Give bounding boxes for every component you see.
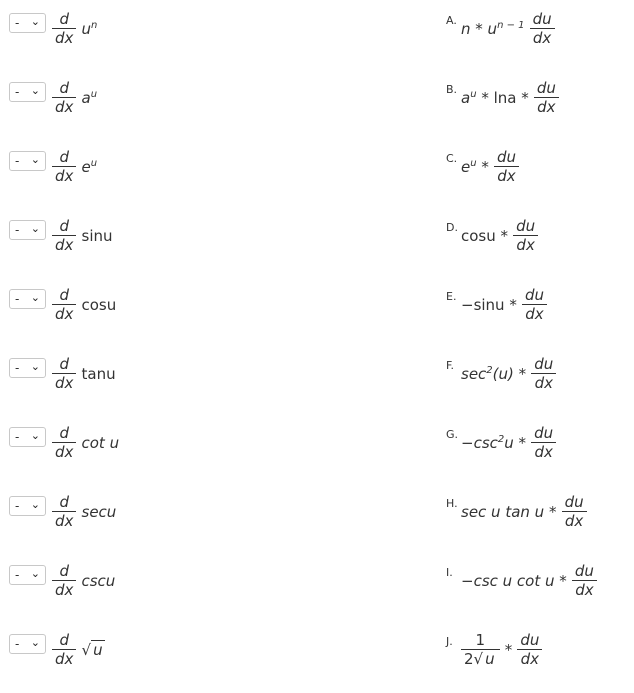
answer-select-8[interactable]: - ⌄ — [9, 496, 46, 516]
chevron-down-icon: ⌄ — [30, 498, 40, 511]
match-row-5: - ⌄ $\frac{d}{dx}$ cosu E. −sinu * $\frac{du}{dx}$ — [0, 286, 634, 342]
chevron-down-icon: ⌄ — [30, 15, 40, 28]
chevron-down-icon: ⌄ — [30, 636, 40, 649]
sqrt-symbol: √ u — [81, 640, 103, 659]
chevron-down-icon: ⌄ — [30, 360, 40, 373]
match-row-9: - ⌄ $\frac{d}{dx}$ cscu I. −csc u cot u * $\frac{du}{dx}$ — [0, 562, 634, 618]
match-row-4: - ⌄ $\frac{d}{dx}$ sinu D. cosu * $\frac{du}{dx}$ — [0, 217, 634, 273]
answer-select-1[interactable]: - ⌄ — [9, 13, 46, 33]
match-row-8: - ⌄ $\frac{d}{dx}$ secu H. sec u tan u * $\frac{du}{dx}$ — [0, 493, 634, 549]
question-1: $\frac{d}{dx}$ $u^n$ — [52, 10, 97, 60]
question-10: $\frac{d}{dx}$ √ u — [52, 631, 105, 681]
match-row-1: - ⌄ $\frac{d}{dx}$ $u^n$ A. n * $u^{n - 1}$ $\frac{du}{dx}$ — [0, 10, 634, 66]
question-3: $\frac{d}{dx}$ $e^u$ — [52, 148, 97, 198]
chevron-down-icon: ⌄ — [30, 84, 40, 97]
question-6: $\frac{d}{dx}$ tanu — [52, 355, 116, 405]
question-2: $\frac{d}{dx}$ $a^u$ — [52, 79, 97, 129]
answer-select-9[interactable]: - ⌄ — [9, 565, 46, 585]
answer-select-2[interactable]: - ⌄ — [9, 82, 46, 102]
answer-select-3[interactable]: - ⌄ — [9, 151, 46, 171]
chevron-down-icon: ⌄ — [30, 567, 40, 580]
chevron-down-icon: ⌄ — [30, 153, 40, 166]
match-row-2: - ⌄ $\frac{d}{dx}$ $a^u$ B. $a^u$ * lna * $\frac{du}{dx}$ — [0, 79, 634, 135]
question-4: $\frac{d}{dx}$ sinu — [52, 217, 113, 267]
match-row-10: - ⌄ $\frac{d}{dx}$ √ u J. $\frac{1}{2√ u}$ * $\frac{du}{dx}$ — [0, 631, 634, 687]
question-7: $\frac{d}{dx}$ cot u — [52, 424, 119, 474]
answer-select-4[interactable]: - ⌄ — [9, 220, 46, 240]
answer-select-5[interactable]: - ⌄ — [9, 289, 46, 309]
question-9: $\frac{d}{dx}$ cscu — [52, 562, 115, 612]
chevron-down-icon: ⌄ — [30, 222, 40, 235]
question-8: $\frac{d}{dx}$ secu — [52, 493, 116, 543]
match-row-3: - ⌄ $\frac{d}{dx}$ $e^u$ C. $e^u$ * $\frac{du}{dx}$ — [0, 148, 634, 204]
answer-select-7[interactable]: - ⌄ — [9, 427, 46, 447]
match-row-6: - ⌄ $\frac{d}{dx}$ tanu F. $\sec^2(u)$ * $\frac{du}{dx}$ — [0, 355, 634, 411]
chevron-down-icon: ⌄ — [30, 291, 40, 304]
question-5: $\frac{d}{dx}$ cosu — [52, 286, 116, 336]
match-row-7: - ⌄ $\frac{d}{dx}$ cot u G. $-\csc^2u$ * $\frac{du}{dx}$ — [0, 424, 634, 480]
answer-select-10[interactable]: - ⌄ — [9, 634, 46, 654]
chevron-down-icon: ⌄ — [30, 429, 40, 442]
answer-select-6[interactable]: - ⌄ — [9, 358, 46, 378]
